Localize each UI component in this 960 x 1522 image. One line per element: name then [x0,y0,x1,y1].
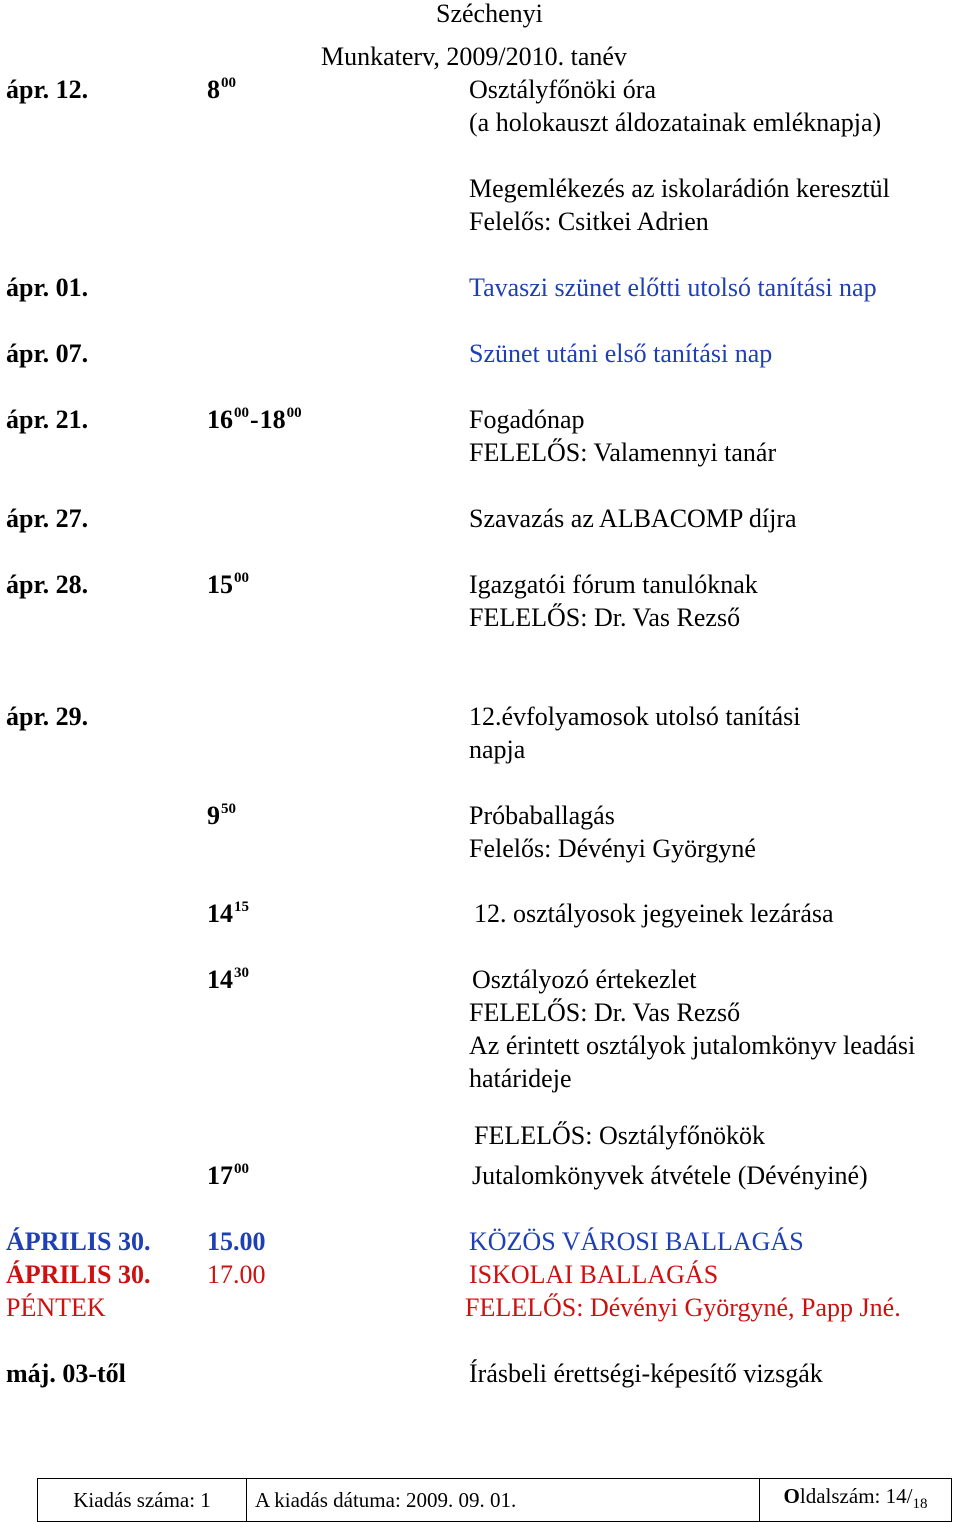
entry-detail: (a holokauszt áldozatainak emléknapja) [469,108,882,137]
entry-date: máj. 03-től [6,1359,126,1388]
entry-responsible: Felelős: Csitkei Adrien [469,207,709,236]
entry-date: ápr. 28. [6,570,89,599]
header-school: Széchenyi [436,0,543,28]
entry-date: ÁPRILIS 30. [6,1260,151,1289]
entry-date: ápr. 12. [6,75,89,104]
entry-title: Írásbeli érettségi-képesítő vizsgák [469,1359,823,1388]
entry-time: $8^{00}$ [207,75,236,104]
entry-date: ÁPRILIS 30. [6,1227,151,1256]
entry-title: Fogadónap [469,405,585,434]
entry-date: ápr. 01. [6,273,89,302]
entry-time: $14^{30}$ [207,965,249,994]
entry-responsible: FELELŐS: Dévényi Györgyné, Papp Jné. [465,1293,901,1322]
footer-issue-date: A kiadás dátuma: 2009. 09. 01. [247,1479,760,1522]
entry-time: 15.00 [207,1227,266,1256]
header-plan: Munkaterv, 2009/2010. tanév [321,42,627,71]
entry-title: KÖZÖS VÁROSI BALLAGÁS [469,1227,804,1256]
entry-title: Osztályozó értekezlet [472,965,697,994]
entry-time: 17.00 [207,1260,266,1289]
entry-time: $17^{00}$ [207,1161,249,1190]
entry-time: $14^{15}$ [207,899,249,928]
entry-responsible: FELELŐS: Osztályfőnökök [474,1121,766,1150]
entry-time: $9^{50}$ [207,801,236,830]
entry-title: Igazgatói fórum tanulóknak [469,570,758,599]
entry-responsible: FELELŐS: Valamennyi tanár [469,438,777,467]
entry-title: 12.évfolyamosok utolsó tanítási [469,702,801,731]
entry-date: ápr. 07. [6,339,89,368]
entry-date: ápr. 27. [6,504,89,533]
entry-title: ISKOLAI BALLAGÁS [469,1260,719,1289]
entry-date: ápr. 21. [6,405,89,434]
entry-responsible: Felelős: Dévényi Györgyné [469,834,756,863]
entry-detail: Az érintett osztályok jutalomkönyv leadási [469,1031,916,1060]
entry-title: Szavazás az ALBACOMP díjra [469,504,797,533]
footer-issue: Kiadás száma: 1 [38,1479,247,1522]
entry-time: $16^{00}-18^{00}$ [207,405,302,434]
entry-title: 12. osztályosok jegyeinek lezárása [474,899,834,928]
entry-detail: határideje [469,1064,572,1093]
entry-date: PÉNTEK [6,1293,106,1322]
footer-table [37,1478,952,1522]
entry-title: Jutalomkönyvek átvétele (Dévényiné) [472,1161,868,1190]
entry-detail: napja [469,735,526,764]
entry-date: ápr. 29. [6,702,89,731]
entry-time: $15^{00}$ [207,570,249,599]
footer-page-number: Oldalszám: $14/_{18}$ [760,1479,952,1522]
entry-detail: Megemlékezés az iskolarádión keresztül [469,174,890,203]
entry-responsible: FELELŐS: Dr. Vas Rezső [469,998,741,1027]
entry-title: Osztályfőnöki óra [469,75,657,104]
entry-title: Szünet utáni első tanítási nap [469,339,773,368]
entry-responsible: FELELŐS: Dr. Vas Rezső [469,603,741,632]
entry-title: Próbaballagás [469,801,615,830]
entry-title: Tavaszi szünet előtti utolsó tanítási nap [469,273,877,302]
